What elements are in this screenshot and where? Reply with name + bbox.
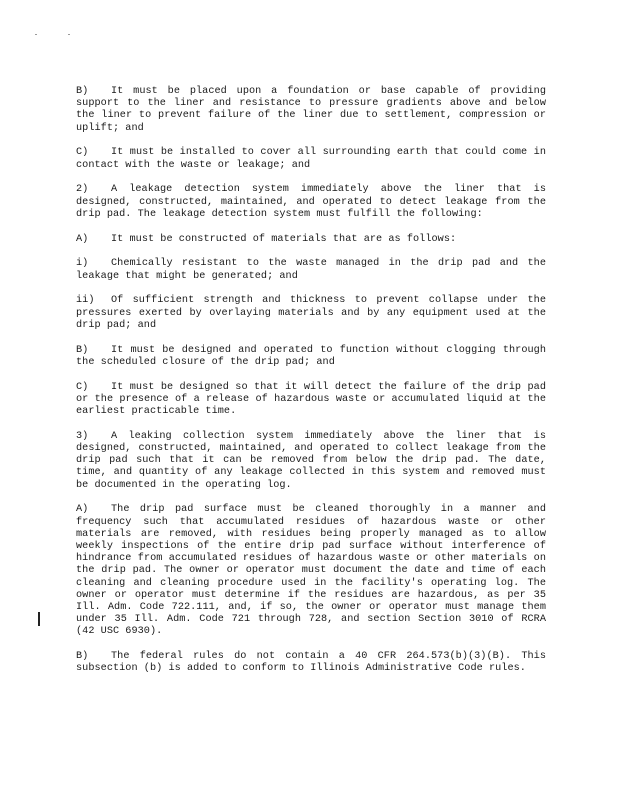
paragraph-label: A) bbox=[76, 233, 89, 245]
paragraph-text: It must be installed to cover all surrounding earth that could come in contact with the waste or leakage; and bbox=[76, 147, 553, 171]
document-body bbox=[76, 86, 553, 688]
paragraph-text: The drip pad surface must be cleaned thoroughly in a manner and frequency such that accumulated residues of hazardous waste or other materials are removed, with residues being properly managed as to allow weekly inspections of the entire drip pad surface without interference of hindrance from accumulated residues of hazardous waste or other materials on the drip pad. The owner or operator must document the date and time of each cleaning and cleaning procedure used in the facility's operating log. The owner or operator must determine if the residues are hazardous, as per 35 Ill. Adm. Code 722.111, and, if so, the owner or operator must manage them under 35 Ill. Adm. Code 721 through 728, and section Section 3010 of RCRA (42 USC 6930). bbox=[76, 504, 553, 638]
paragraph-text: It must be designed and operated to function without clogging through the scheduled closure of the drip pad; and bbox=[76, 344, 553, 368]
paragraph-text: It must be designed so that it will detect the failure of the drip pad or the presence of a release of hazardous waste or accumulated liquid at the earliest practicable time. bbox=[76, 381, 553, 418]
paragraph-label: 3) bbox=[76, 430, 89, 442]
paragraph-text: It must be placed upon a foundation or base capable of providing support to the liner and resistance to pressure gradients above and below the liner to prevent failure of the liner due to settlement, compression or uplift; and bbox=[76, 86, 553, 134]
paragraph-label: A) bbox=[76, 504, 89, 516]
paragraph-text: Chemically resistant to the waste managed in the drip pad and the leakage that might be generated; and bbox=[76, 258, 553, 282]
paragraph-2-leakage-detection bbox=[76, 184, 553, 221]
paragraph-label: C) bbox=[76, 381, 89, 393]
paragraph-text: Of sufficient strength and thickness to prevent collapse under the pressures exerted by overlaying materials and by any equipment used at the drip pad; and bbox=[76, 295, 553, 331]
paragraph-label: B) bbox=[76, 86, 89, 97]
scan-mark bbox=[68, 34, 70, 35]
paragraph-i-chemically-resistant bbox=[76, 258, 553, 282]
paragraph-label: ii) bbox=[76, 295, 95, 307]
scan-mark bbox=[35, 34, 37, 35]
paragraph-label: B) bbox=[76, 344, 89, 356]
paragraph-b-clogging bbox=[76, 344, 553, 369]
paragraph-label: 2) bbox=[76, 184, 89, 196]
paragraph-text: A leaking collection system immediately above the liner that is designed, constructed, maintained, and operated to collect leakage from the drip pad such that it can be removed from below the drip pad. The date, time, and quantity of any leakage collected in this system and removed must be documented in the operating log. bbox=[76, 430, 553, 491]
paragraph-text: It must be constructed of materials that are as follows: bbox=[111, 233, 457, 245]
paragraph-text: The federal rules do not contain a 40 CFR 264.573(b)(3)(B). This subsection (b) is added to conform to Illinois Administrative Code rules. bbox=[76, 651, 553, 675]
paragraph-3-collection-system bbox=[76, 430, 553, 492]
paragraph-c-detect-failure bbox=[76, 381, 553, 419]
paragraph-b-federal-rules bbox=[76, 651, 553, 675]
paragraph-b-foundation bbox=[76, 86, 553, 135]
paragraph-label: i) bbox=[76, 258, 89, 270]
revision-change-bar bbox=[38, 612, 40, 626]
paragraph-a-cleaning bbox=[76, 504, 553, 638]
paragraph-text: A leakage detection system immediately above the liner that is designed, constructed, maintained, and operated to detect leakage from the drip pad. The leakage detection system must fulfill the following: bbox=[76, 184, 553, 220]
paragraph-c-cover-earth bbox=[76, 147, 553, 171]
paragraph-ii-strength bbox=[76, 295, 553, 332]
paragraph-label: B) bbox=[76, 651, 89, 663]
paragraph-label: C) bbox=[76, 147, 89, 159]
paragraph-a-materials bbox=[76, 234, 546, 246]
